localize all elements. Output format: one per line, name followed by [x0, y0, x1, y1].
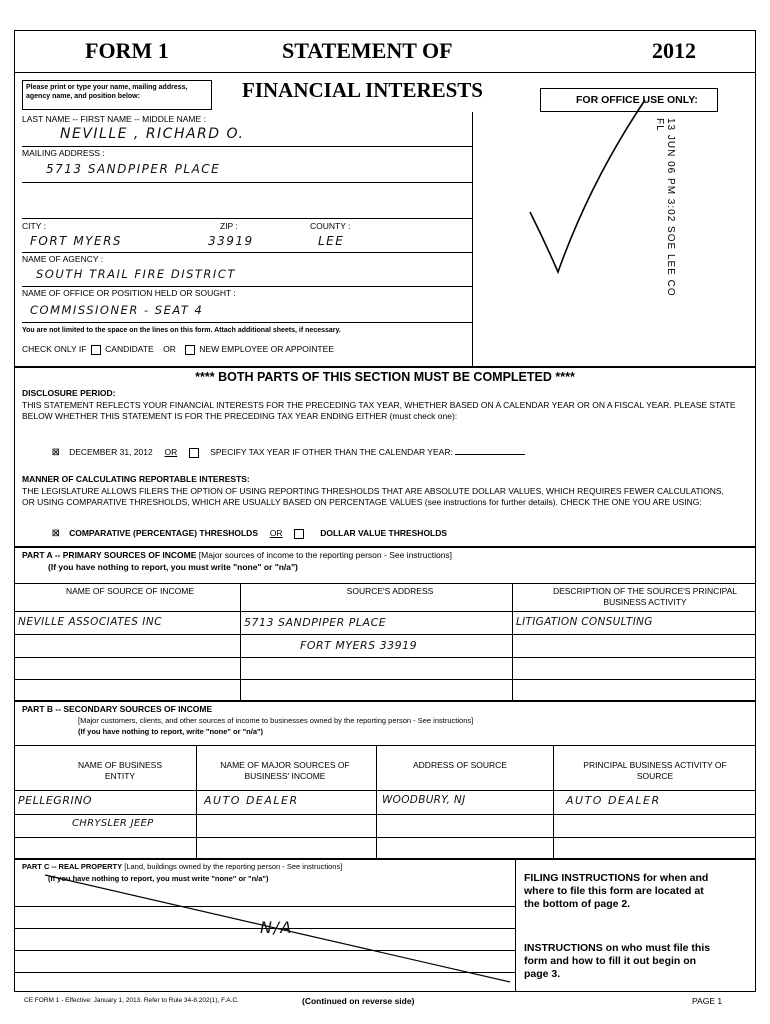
part-b-note: [Major customers, clients, and other sources of income to businesses owned by the reporting person - See instructions]	[78, 716, 474, 725]
name-label: LAST NAME -- FIRST NAME -- MIDDLE NAME :	[22, 114, 206, 124]
mailing-line2	[22, 218, 472, 219]
part-c-subtitle: (If you have nothing to report, you must write "none" or "n/a")	[48, 874, 269, 883]
footer-left: CE FORM 1 - Effective: January 1, 2013. Refer to Rule 34-8.202(1), F.A.C.	[24, 997, 239, 1004]
filer-divider	[472, 112, 473, 367]
part-b-row3-line	[14, 837, 756, 838]
position-label: NAME OF OFFICE OR POSITION HELD OR SOUGHT :	[22, 288, 236, 298]
county-label: COUNTY :	[310, 221, 351, 231]
dec-or-label: OR	[164, 447, 178, 457]
part-b-col4: PRINCIPAL BUSINESS ACTIVITY OF SOURCE	[583, 760, 727, 781]
print-note: Please print or type your name, mailing address, agency name, and position below:	[26, 84, 188, 100]
part-b-vline3	[553, 745, 554, 858]
zip-label: ZIP :	[220, 221, 238, 231]
part-a-row1-line	[14, 611, 756, 612]
mailing-line1	[22, 182, 472, 183]
part-a-head-top	[14, 583, 756, 584]
or-label: OR	[163, 344, 176, 354]
part-a-header	[22, 550, 452, 560]
title-line2: FINANCIAL INTERESTS	[242, 78, 483, 102]
section-heading: **** BOTH PARTS OF THIS SECTION MUST BE COMPLETED ****	[195, 370, 575, 384]
part-a-row1-name: NEVILLE ASSOCIATES INC	[18, 616, 163, 628]
city-value: FORT MYERS	[30, 234, 123, 248]
part-b-row1-line	[14, 790, 756, 791]
agency-label: NAME OF AGENCY :	[22, 254, 104, 264]
form-year: 2012	[652, 38, 696, 63]
position-value: COMMISSIONER - SEAT 4	[30, 303, 204, 317]
section-top-line	[14, 366, 756, 368]
footer-right: PAGE 1	[692, 996, 723, 1006]
office-use-label: FOR OFFICE USE ONLY:	[576, 94, 698, 106]
specify-checkbox[interactable]	[189, 448, 199, 458]
mailing-value: 5713 SANDPIPER PLACE	[46, 162, 221, 176]
city-line	[22, 252, 472, 253]
part-c-top-line	[14, 858, 756, 860]
part-b-vline1	[196, 745, 197, 858]
dollar-checkbox[interactable]	[294, 529, 304, 539]
filing-instructions: FILING INSTRUCTIONS for when and where to file this form are located at the bottom of page 2.	[524, 872, 709, 910]
part-b-top-line	[14, 700, 756, 702]
comparative-checkbox[interactable]: ☒	[52, 528, 60, 538]
part-b-col3: ADDRESS OF SOURCE	[413, 760, 507, 770]
part-a-vline1	[240, 583, 241, 700]
part-a-top-line	[14, 546, 756, 548]
header-divider	[14, 72, 756, 73]
part-b-vline2	[376, 745, 377, 858]
part-c-note: [Land, buildings owned by the reporting person - See instructions]	[124, 862, 343, 871]
part-a-row1-desc: LITIGATION CONSULTING	[516, 616, 653, 628]
candidate-label: CANDIDATE	[105, 344, 154, 354]
check-only-row	[22, 344, 334, 355]
disclosure-label: DISCLOSURE PERIOD:	[22, 388, 116, 398]
manner-label: MANNER OF CALCULATING REPORTABLE INTERESTS:	[22, 474, 250, 484]
part-a-col1: NAME OF SOURCE OF INCOME	[66, 586, 194, 596]
part-a-row2-addr: FORT MYERS 33919	[300, 639, 418, 652]
dec-label: DECEMBER 31, 2012	[69, 447, 153, 457]
checkmark-mark	[520, 92, 660, 292]
part-b-col2: NAME OF MAJOR SOURCES OF BUSINESS' INCOME	[220, 760, 350, 781]
part-a-row4-line	[14, 679, 756, 680]
agency-line	[22, 286, 472, 287]
part-a-row3-line	[14, 657, 756, 658]
city-label: CITY :	[22, 221, 46, 231]
manner-options	[52, 528, 752, 539]
disclosure-text: THIS STATEMENT REFLECTS YOUR FINANCIAL INTERESTS FOR THE PRECEDING TAX YEAR, WHETHER BASED ON A CALENDAR YEAR OR ON A FISCAL YEAR. PLEASE STATE BELOW WHETHER THIS STATEMENT IS FOR THE PRECEDING TAX YEAR ENDING EITHER (must check one):	[22, 400, 736, 421]
candidate-checkbox[interactable]	[91, 345, 101, 355]
position-line	[22, 322, 472, 323]
name-value: NEVILLE , RICHARD O.	[60, 126, 245, 142]
disclosure-options	[52, 447, 752, 458]
part-b-title: PART B -- SECONDARY SOURCES OF INCOME	[22, 704, 213, 714]
part-a-col2: SOURCE'S ADDRESS	[346, 586, 434, 596]
footer-center: (Continued on reverse side)	[302, 996, 415, 1006]
agency-value: SOUTH TRAIL FIRE DISTRICT	[36, 267, 236, 281]
part-c-title: PART C -- REAL PROPERTY	[22, 862, 123, 871]
part-b-row1-entity: PELLEGRINO	[18, 794, 93, 807]
part-a-vline2	[512, 583, 513, 700]
form-label: FORM 1	[85, 38, 169, 63]
part-b-row2-entity: CHRYSLER JEEP	[72, 818, 154, 829]
who-must-file: INSTRUCTIONS on who must file this form and how to fill it out begin on page 3.	[524, 942, 711, 980]
dollar-label: DOLLAR VALUE THRESHOLDS	[320, 528, 448, 538]
part-a-title: PART A -- PRIMARY SOURCES OF INCOME	[22, 550, 197, 560]
part-b-row1-activity: AUTO DEALER	[566, 794, 661, 807]
part-a-row2-line	[14, 634, 756, 635]
not-limited-note: You are not limited to the space on the lines on this form. Attach additional sheets, if necessary.	[22, 327, 341, 334]
part-b-col1: NAME OF BUSINESS ENTITY	[77, 760, 163, 781]
part-b-row1-source: AUTO DEALER	[204, 794, 299, 807]
part-b-row2-line	[14, 814, 756, 815]
comparative-label: COMPARATIVE (PERCENTAGE) THRESHOLDS	[69, 528, 258, 538]
received-stamp: 13 JUN 06 PM 3:02 SOE LEE CO FL	[654, 118, 676, 297]
part-a-note: [Major sources of income to the reporting person - See instructions]	[198, 550, 453, 560]
specify-blank[interactable]	[455, 454, 525, 455]
manner-text: THE LEGISLATURE ALLOWS FILERS THE OPTION OF USING REPORTING THRESHOLDS THAT ARE ABSOLUTE DOLLAR VALUES, WHICH REQUIRES FEWER CALCULATIONS, OR USING COMPARATIVE THRESHOLDS, WHICH ARE USUALLY BASED ON PERCENTAGE VALUES (see instructions for further details). CHECK THE ONE YOU ARE USING:	[22, 486, 724, 507]
new-employee-label: NEW EMPLOYEE OR APPOINTEE	[199, 344, 334, 354]
dec-checkbox[interactable]: ☒	[52, 447, 60, 457]
name-line	[22, 146, 472, 147]
part-a-col3: DESCRIPTION OF THE SOURCE'S PRINCIPAL BUSINESS ACTIVITY	[552, 586, 738, 607]
zip-value: 33919	[208, 234, 254, 248]
manner-or-label: OR	[269, 528, 283, 538]
county-value: LEE	[318, 234, 345, 248]
part-b-row1-addr: WOODBURY, NJ	[382, 794, 466, 806]
part-a-row1-addr: 5713 SANDPIPER PLACE	[244, 616, 387, 629]
part-c-value: N/A	[260, 918, 293, 937]
specify-label: SPECIFY TAX YEAR IF OTHER THAN THE CALENDAR YEAR:	[210, 447, 453, 457]
part-b-subtitle: (If you have nothing to report, write "none" or "n/a")	[78, 727, 264, 736]
new-employee-checkbox[interactable]	[185, 345, 195, 355]
check-only-label: CHECK ONLY IF	[22, 344, 87, 354]
mailing-label: MAILING ADDRESS :	[22, 148, 105, 158]
part-a-subtitle: (If you have nothing to report, you must write "none" or "n/a")	[48, 562, 298, 572]
title-line1: STATEMENT OF	[282, 38, 453, 63]
part-b-head-top	[14, 745, 756, 746]
